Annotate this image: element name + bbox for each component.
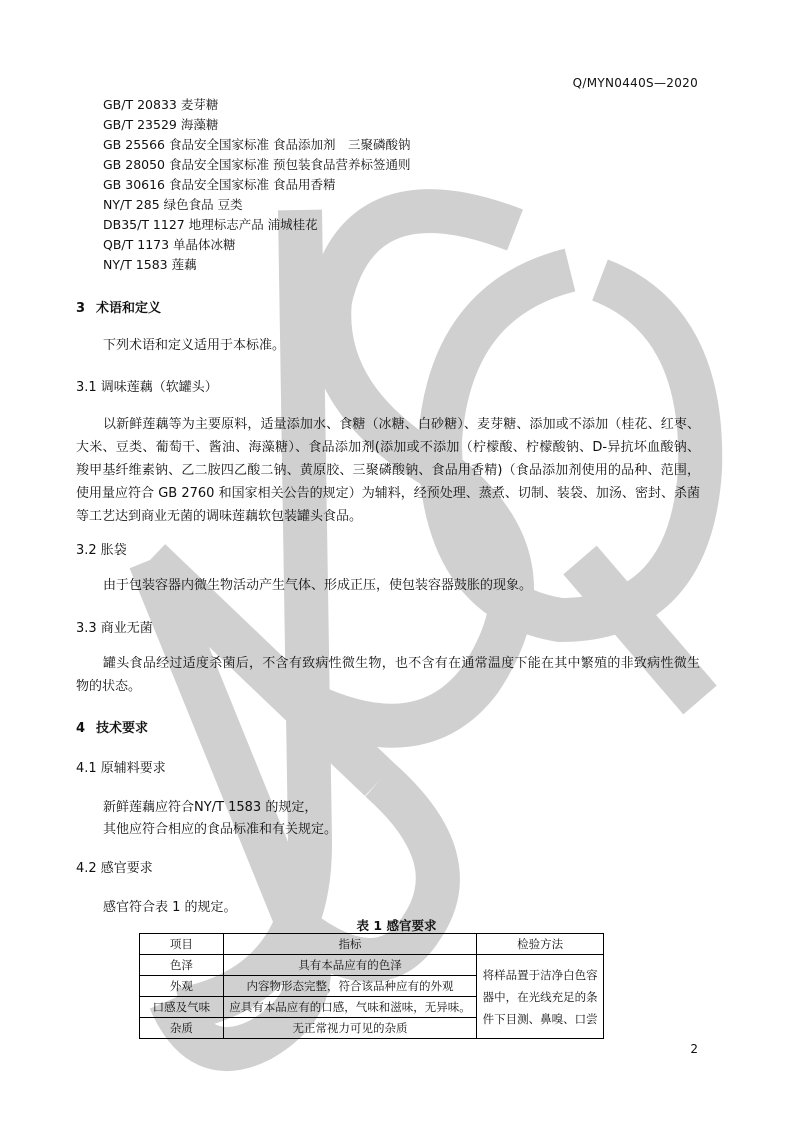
page-number: 2	[690, 1042, 698, 1056]
table-cell-indicator: 无正常视力可见的杂质	[223, 1018, 476, 1039]
reference-item: NY/T 1583 莲藕	[103, 257, 197, 272]
reference-item: GB 30616 食品安全国家标准 食品用香精	[103, 177, 336, 192]
section-number: 3	[76, 301, 86, 316]
paragraph: 罐头食品经过适度杀菌后，不含有致病性微生物，也不含有在通常温度下能在其中繁殖的非致病性微生物的状态。	[76, 656, 700, 694]
subsection-heading: 4.2 感官要求	[76, 861, 153, 876]
subsection-heading: 3.2 胀袋	[76, 543, 127, 558]
reference-item: GB/T 23529 海藻糖	[103, 117, 219, 132]
table-cell-indicator: 内容物形态完整，符合该品种应有的外观	[223, 976, 476, 997]
reference-item: GB 25566 食品安全国家标准 食品添加剂 三聚磷酸钠	[103, 137, 411, 152]
document-code: Q/MYN0440S—2020	[572, 76, 698, 90]
subsection-heading: 3.1 调味莲藕（软罐头）	[76, 380, 218, 395]
table-cell-item: 外观	[140, 976, 224, 997]
reference-item: NY/T 285 绿色食品 豆类	[103, 197, 243, 212]
section-heading	[76, 717, 148, 736]
paragraph-line: 其他应符合相应的食品标准和有关规定。	[103, 822, 338, 837]
subsection-heading: 3.3 商业无菌	[76, 621, 153, 636]
reference-item: GB/T 20833 麦芽糖	[103, 97, 219, 112]
table-cell-item: 杂质	[140, 1018, 224, 1039]
paragraph-line: 感官符合表 1 的规定。	[103, 900, 237, 915]
section-heading	[76, 297, 161, 316]
section-number: 4	[76, 721, 86, 736]
reference-item: DB35/T 1127 地理标志产品 浦城桂花	[103, 217, 318, 232]
table-header-cell: 项目	[140, 934, 224, 955]
section-title: 术语和定义	[96, 301, 162, 316]
paragraph: 由于包装容器内微生物活动产生气体、形成正压，使包装容器鼓胀的现象。	[103, 578, 533, 593]
paragraph: 以新鲜莲藕等为主要原料，适量添加水、食糖（冰糖、白砂糖）、麦芽糖、添加或不添加（桂花、红枣、大米、豆类、葡萄干、酱油、海藻糖）、食品添加剂(添加或不添加（柠檬酸、柠檬酸钠、D-异抗坏血酸钠、羧甲基纤维素钠、乙二胺四乙酸二钠、黄原胶、三聚磷酸钠、食品用香精)（食品添加剂使用的品种、范围，使用量应符合 GB 2760 和国家相关公告的规定）为辅料，经预处理、蒸煮、切制、装袋、加汤、密封、杀菌等工艺达到商业无菌的调味莲藕软包装罐头食品。	[76, 417, 700, 524]
table-header-row	[140, 934, 604, 955]
sensory-requirements-table	[139, 933, 604, 1039]
table-cell-item: 色泽	[140, 955, 224, 976]
table-header-cell: 指标	[223, 934, 476, 955]
table-caption: 表 1 感官要求	[356, 918, 437, 933]
reference-item: GB 28050 食品安全国家标准 预包装食品营养标签通则	[103, 157, 411, 172]
table-cell-indicator: 应具有本品应有的口感，气味和滋味，无异味。	[223, 997, 476, 1018]
paragraph-line: 新鲜莲藕应符合NY/T 1583 的规定，	[103, 800, 318, 815]
watermark-letter-j	[180, 210, 310, 1010]
table-cell-item: 口感及气味	[140, 997, 224, 1018]
table-cell-indicator: 具有本品应有的色泽	[223, 955, 476, 976]
paragraph: 下列术语和定义适用于本标准。	[103, 338, 286, 353]
table-header-cell: 检验方法	[477, 934, 604, 955]
section-title: 技术要求	[96, 721, 149, 736]
table-cell-method: 将样品置于洁净白色容器中，在光线充足的条件下目测、鼻嗅、口尝	[477, 955, 604, 1039]
subsection-heading: 4.1 原辅料要求	[76, 761, 166, 776]
reference-item: QB/T 1173 单晶体冰糖	[103, 237, 236, 252]
table-row	[140, 955, 604, 976]
